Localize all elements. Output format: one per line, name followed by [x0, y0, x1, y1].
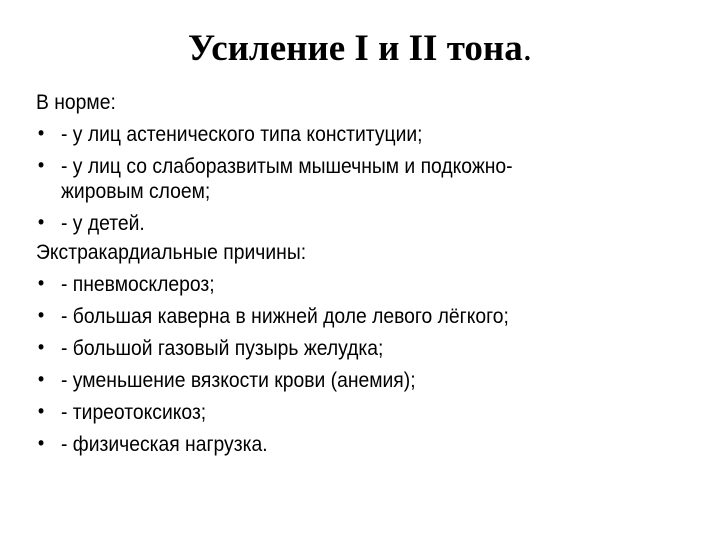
list-item: • - у детей. [36, 212, 145, 235]
bullet-icon: • [36, 337, 47, 359]
bullet-icon: • [36, 433, 47, 455]
normal-heading: В норме: [36, 91, 116, 114]
list-item: • - у лиц со слаборазвитым мышечным и подкожно-жировым слоем; [36, 155, 513, 203]
extracardiac-heading: Экстракардиальные причины: [36, 241, 307, 264]
list-item: • - у лиц астенического типа конституции; [36, 123, 423, 146]
normal-list [36, 122, 696, 236]
list-item: • - физическая нагрузка. [36, 433, 268, 456]
bullet-icon: • [36, 155, 47, 177]
bullet-icon: • [36, 369, 47, 391]
bullet-icon: • [36, 123, 47, 145]
slide-title-period: . [522, 28, 532, 69]
extracardiac-list [36, 272, 696, 457]
list-item: • - тиреотоксикоз; [36, 401, 207, 424]
bullet-icon: • [36, 305, 47, 327]
slide-body [36, 90, 696, 457]
bullet-icon: • [36, 212, 47, 234]
list-item: • - большая каверна в нижней доле левого лёгкого; [36, 305, 509, 328]
list-item: • - уменьшение вязкости крови (анемия); [36, 369, 416, 392]
list-item: • - большой газовый пузырь желудка; [36, 337, 384, 360]
list-item: • - пневмосклероз; [36, 273, 215, 296]
bullet-icon: • [36, 273, 47, 295]
slide-title-text: Усиление I и II тона [188, 28, 523, 69]
slide-title [0, 27, 720, 71]
bullet-icon: • [36, 401, 47, 423]
